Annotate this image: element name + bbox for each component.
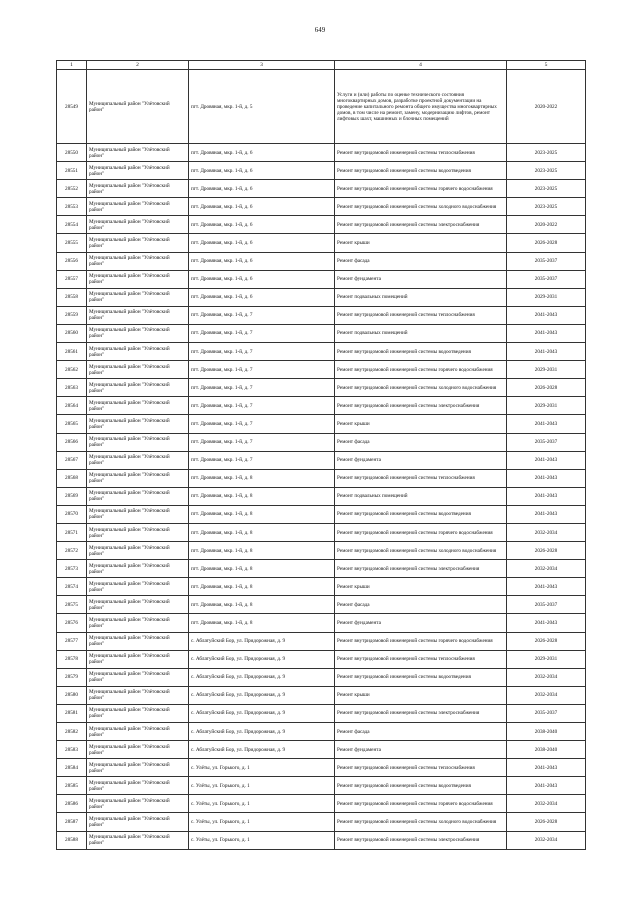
address: пгт. Дровяная, мкр. 1-й, д. 6 [189,216,335,234]
table-row [57,469,586,487]
municipality: Муниципальный район "Улётовский район" [87,795,189,813]
table-row [57,487,586,505]
table-row [57,288,586,306]
address: пгт. Дровяная, мкр. 1-й, д. 7 [189,379,335,397]
table-row [57,632,586,650]
period: 2041-2043 [507,487,586,505]
municipality: Муниципальный район "Улётовский район" [87,560,189,578]
row-number: 28570 [57,505,87,523]
table-row [57,542,586,560]
table-row [57,361,586,379]
table-row [57,216,586,234]
address: пгт. Дровяная, мкр. 1-й, д. 6 [189,288,335,306]
row-number: 28579 [57,668,87,686]
period: 2035-2037 [507,596,586,614]
period: 2020-2022 [507,70,586,144]
row-number: 28565 [57,415,87,433]
address: пгт. Дровяная, мкр. 1-й, д. 7 [189,415,335,433]
work-type: Ремонт внутридомовой инженерной системы электроснабжения [335,560,507,578]
col-header-5: 5 [507,61,586,70]
period: 2029-2031 [507,288,586,306]
table-row [57,70,586,144]
table-body [57,61,586,850]
period: 2020-2022 [507,216,586,234]
page-number: 649 [314,26,326,34]
period: 2032-2034 [507,795,586,813]
municipality: Муниципальный район "Улётовский район" [87,70,189,144]
address: пгт. Дровяная, мкр. 1-й, д. 8 [189,487,335,505]
table-row [57,560,586,578]
period: 2032-2034 [507,686,586,704]
period: 2041-2043 [507,343,586,361]
col-header-4: 4 [335,61,507,70]
address: с. Улёты, ул. Горького, д. 1 [189,831,335,849]
municipality: Муниципальный район "Улётовский район" [87,596,189,614]
address: пгт. Дровяная, мкр. 1-й, д. 6 [189,198,335,216]
work-type: Ремонт внутридомовой инженерной системы холодного водоснабжения [335,379,507,397]
work-type: Ремонт внутридомовой инженерной системы водоотведения [335,505,507,523]
period: 2035-2037 [507,704,586,722]
row-number: 28550 [57,144,87,162]
period: 2032-2034 [507,523,586,541]
municipality: Муниципальный район "Улётовский район" [87,324,189,342]
row-number: 28554 [57,216,87,234]
row-number: 28585 [57,777,87,795]
period: 2041-2043 [507,578,586,596]
period: 2032-2034 [507,560,586,578]
work-type: Ремонт крыши [335,686,507,704]
period: 2029-2031 [507,650,586,668]
table-row [57,741,586,759]
table-row [57,234,586,252]
municipality: Муниципальный район "Улётовский район" [87,632,189,650]
work-type: Ремонт внутридомовой инженерной системы водоотведения [335,668,507,686]
address: пгт. Дровяная, мкр. 1-й, д. 7 [189,433,335,451]
table-row [57,668,586,686]
municipality: Муниципальный район "Улётовский район" [87,216,189,234]
period: 2023-2025 [507,180,586,198]
work-type: Ремонт подвальных помещений [335,288,507,306]
address: с. Аблатуйский Бор, ул. Придорожная, д. 9 [189,632,335,650]
address: пгт. Дровяная, мкр. 1-й, д. 8 [189,523,335,541]
work-type: Ремонт внутридомовой инженерной системы электроснабжения [335,704,507,722]
municipality: Муниципальный район "Улётовский район" [87,523,189,541]
work-type: Ремонт крыши [335,234,507,252]
period: 2023-2025 [507,198,586,216]
address: пгт. Дровяная, мкр. 1-й, д. 7 [189,306,335,324]
period: 2038-2040 [507,741,586,759]
address: пгт. Дровяная, мкр. 1-й, д. 7 [189,343,335,361]
period: 2023-2025 [507,162,586,180]
work-type: Ремонт фасада [335,252,507,270]
address: с. Аблатуйский Бор, ул. Придорожная, д. 9 [189,704,335,722]
municipality: Муниципальный район "Улётовский район" [87,831,189,849]
period: 2026-2028 [507,234,586,252]
work-type: Ремонт внутридомовой инженерной системы горячего водоснабжения [335,523,507,541]
table-row [57,831,586,849]
municipality: Муниципальный район "Улётовский район" [87,741,189,759]
address: пгт. Дровяная, мкр. 1-й, д. 8 [189,578,335,596]
period: 2026-2028 [507,632,586,650]
address: с. Улёты, ул. Горького, д. 1 [189,777,335,795]
municipality: Муниципальный район "Улётовский район" [87,288,189,306]
municipality: Муниципальный район "Улётовский район" [87,397,189,415]
period: 2038-2040 [507,723,586,741]
address: пгт. Дровяная, мкр. 1-й, д. 8 [189,560,335,578]
work-type: Ремонт фундамента [335,741,507,759]
period: 2032-2034 [507,831,586,849]
address: пгт. Дровяная, мкр. 1-й, д. 6 [189,252,335,270]
period: 2035-2037 [507,270,586,288]
row-number: 28563 [57,379,87,397]
row-number: 28556 [57,252,87,270]
work-type: Ремонт крыши [335,415,507,433]
period: 2041-2043 [507,777,586,795]
work-type: Ремонт внутридомовой инженерной системы водоотведения [335,777,507,795]
municipality: Муниципальный район "Улётовский район" [87,270,189,288]
address: с. Улёты, ул. Горького, д. 1 [189,813,335,831]
row-number: 28588 [57,831,87,849]
row-number: 28576 [57,614,87,632]
row-number: 28580 [57,686,87,704]
address: пгт. Дровяная, мкр. 1-й, д. 8 [189,596,335,614]
table-row [57,397,586,415]
table-row [57,433,586,451]
table-row [57,723,586,741]
work-type: Ремонт подвальных помещений [335,324,507,342]
municipality: Муниципальный район "Улётовский район" [87,361,189,379]
period: 2041-2043 [507,505,586,523]
period: 2035-2037 [507,433,586,451]
work-type: Ремонт фундамента [335,451,507,469]
table-row [57,144,586,162]
address: пгт. Дровяная, мкр. 1-й, д. 6 [189,180,335,198]
period: 2023-2025 [507,144,586,162]
municipality: Муниципальный район "Улётовский район" [87,759,189,777]
work-type: Ремонт фундамента [335,614,507,632]
period: 2041-2043 [507,324,586,342]
table-row [57,451,586,469]
municipality: Муниципальный район "Улётовский район" [87,505,189,523]
work-type: Ремонт внутридомовой инженерной системы теплоснабжения [335,144,507,162]
work-type: Ремонт внутридомовой инженерной системы водоотведения [335,343,507,361]
col-header-2: 2 [87,61,189,70]
row-number: 28583 [57,741,87,759]
table-row [57,324,586,342]
work-type: Ремонт внутридомовой инженерной системы горячего водоснабжения [335,180,507,198]
table-row [57,306,586,324]
col-header-3: 3 [189,61,335,70]
period: 2041-2043 [507,469,586,487]
row-number: 28566 [57,433,87,451]
period: 2041-2043 [507,614,586,632]
municipality: Муниципальный район "Улётовский район" [87,306,189,324]
row-number: 28560 [57,324,87,342]
period: 2035-2037 [507,252,586,270]
municipality: Муниципальный район "Улётовский район" [87,180,189,198]
municipality: Муниципальный район "Улётовский район" [87,415,189,433]
municipality: Муниципальный район "Улётовский район" [87,144,189,162]
period: 2029-2031 [507,361,586,379]
address: пгт. Дровяная, мкр. 1-й, д. 6 [189,234,335,252]
municipality: Муниципальный район "Улётовский район" [87,198,189,216]
municipality: Муниципальный район "Улётовский район" [87,578,189,596]
row-number: 28578 [57,650,87,668]
municipality: Муниципальный район "Улётовский район" [87,469,189,487]
period: 2026-2028 [507,542,586,560]
municipality: Муниципальный район "Улётовский район" [87,451,189,469]
table-row [57,777,586,795]
row-number: 28584 [57,759,87,777]
table-row [57,813,586,831]
table-row [57,198,586,216]
work-type: Ремонт внутридомовой инженерной системы теплоснабжения [335,469,507,487]
row-number: 28568 [57,469,87,487]
work-type: Ремонт внутридомовой инженерной системы электроснабжения [335,397,507,415]
work-type: Ремонт подвальных помещений [335,487,507,505]
municipality: Муниципальный район "Улётовский район" [87,777,189,795]
row-number: 28559 [57,306,87,324]
table-row [57,704,586,722]
header-row [57,61,586,70]
address: с. Аблатуйский Бор, ул. Придорожная, д. 9 [189,650,335,668]
row-number: 28574 [57,578,87,596]
municipality: Муниципальный район "Улётовский район" [87,614,189,632]
capital-repair-table [56,60,586,850]
address: с. Улёты, ул. Горького, д. 1 [189,795,335,813]
row-number: 28564 [57,397,87,415]
row-number: 28555 [57,234,87,252]
row-number: 28571 [57,523,87,541]
work-type: Ремонт фасада [335,723,507,741]
address: пгт. Дровяная, мкр. 1-й, д. 8 [189,542,335,560]
row-number: 28587 [57,813,87,831]
municipality: Муниципальный район "Улётовский район" [87,343,189,361]
work-type: Ремонт фасада [335,433,507,451]
row-number: 28577 [57,632,87,650]
table-row [57,578,586,596]
municipality: Муниципальный район "Улётовский район" [87,234,189,252]
address: пгт. Дровяная, мкр. 1-й, д. 8 [189,469,335,487]
municipality: Муниципальный район "Улётовский район" [87,723,189,741]
table-row [57,523,586,541]
work-type: Ремонт крыши [335,578,507,596]
address: с. Аблатуйский Бор, ул. Придорожная, д. 9 [189,668,335,686]
address: с. Аблатуйский Бор, ул. Придорожная, д. 9 [189,686,335,704]
col-header-1: 1 [57,61,87,70]
municipality: Муниципальный район "Улётовский район" [87,704,189,722]
row-number: 28575 [57,596,87,614]
row-number: 28553 [57,198,87,216]
table-row [57,343,586,361]
address: пгт. Дровяная, мкр. 1-й, д. 6 [189,162,335,180]
municipality: Муниципальный район "Улётовский район" [87,162,189,180]
work-type: Ремонт внутридомовой инженерной системы теплоснабжения [335,306,507,324]
table-row [57,270,586,288]
address: пгт. Дровяная, мкр. 1-й, д. 6 [189,270,335,288]
table-row [57,162,586,180]
municipality: Муниципальный район "Улётовский район" [87,487,189,505]
address: пгт. Дровяная, мкр. 1-й, д. 7 [189,397,335,415]
work-type: Ремонт фундамента [335,270,507,288]
table-row [57,795,586,813]
row-number: 28551 [57,162,87,180]
address: пгт. Дровяная, мкр. 1-й, д. 7 [189,451,335,469]
work-type: Ремонт внутридомовой инженерной системы электроснабжения [335,216,507,234]
table-row [57,379,586,397]
period: 2029-2031 [507,397,586,415]
table-row [57,614,586,632]
row-number: 28562 [57,361,87,379]
row-number: 28586 [57,795,87,813]
municipality: Муниципальный район "Улётовский район" [87,252,189,270]
table-row [57,759,586,777]
row-number: 28569 [57,487,87,505]
address: пгт. Дровяная, мкр. 1-й, д. 8 [189,614,335,632]
work-type: Ремонт внутридомовой инженерной системы горячего водоснабжения [335,795,507,813]
municipality: Муниципальный район "Улётовский район" [87,813,189,831]
work-type: Ремонт внутридомовой инженерной системы горячего водоснабжения [335,361,507,379]
table-row [57,505,586,523]
table-row [57,596,586,614]
work-type: Ремонт внутридомовой инженерной системы теплоснабжения [335,650,507,668]
period: 2041-2043 [507,306,586,324]
work-type: Ремонт внутридомовой инженерной системы холодного водоснабжения [335,198,507,216]
address: пгт. Дровяная, мкр. 1-й, д. 6 [189,144,335,162]
municipality: Муниципальный район "Улётовский район" [87,686,189,704]
municipality: Муниципальный район "Улётовский район" [87,668,189,686]
period: 2041-2043 [507,415,586,433]
address: пгт. Дровяная, мкр. 1-й, д. 5 [189,70,335,144]
period: 2041-2043 [507,451,586,469]
period: 2041-2043 [507,759,586,777]
row-number: 28573 [57,560,87,578]
row-number: 28549 [57,70,87,144]
address: с. Аблатуйский Бор, ул. Придорожная, д. 9 [189,723,335,741]
period: 2032-2034 [507,668,586,686]
table-row [57,415,586,433]
work-type: Ремонт внутридомовой инженерной системы холодного водоснабжения [335,813,507,831]
address: пгт. Дровяная, мкр. 1-й, д. 7 [189,324,335,342]
row-number: 28558 [57,288,87,306]
row-number: 28557 [57,270,87,288]
period: 2026-2028 [507,813,586,831]
work-type: Ремонт внутридомовой инженерной системы горячего водоснабжения [335,632,507,650]
address: с. Улёты, ул. Горького, д. 1 [189,759,335,777]
municipality: Муниципальный район "Улётовский район" [87,379,189,397]
work-type: Ремонт внутридомовой инженерной системы электроснабжения [335,831,507,849]
row-number: 28572 [57,542,87,560]
table-row [57,650,586,668]
table-row [57,252,586,270]
address: пгт. Дровяная, мкр. 1-й, д. 7 [189,361,335,379]
row-number: 28581 [57,704,87,722]
address: пгт. Дровяная, мкр. 1-й, д. 8 [189,505,335,523]
work-type: Ремонт фасада [335,596,507,614]
address: с. Аблатуйский Бор, ул. Придорожная, д. 9 [189,741,335,759]
row-number: 28582 [57,723,87,741]
municipality: Муниципальный район "Улётовский район" [87,650,189,668]
work-type: Услуги и (или) работы по оценке технического состояния многоквартирных домов, разработке проектной документации на проведение капитального ремонта общего имущества многоквартирных домов, в том числе на ремонт, замену, модернизацию лифтов, ремонт лифтовых шахт, машинных и блочных помещений [335,70,507,144]
table-row [57,180,586,198]
work-type: Ремонт внутридомовой инженерной системы водоотведения [335,162,507,180]
work-type: Ремонт внутридомовой инженерной системы теплоснабжения [335,759,507,777]
period: 2026-2028 [507,379,586,397]
row-number: 28561 [57,343,87,361]
row-number: 28552 [57,180,87,198]
row-number: 28567 [57,451,87,469]
municipality: Муниципальный район "Улётовский район" [87,542,189,560]
table-row [57,686,586,704]
municipality: Муниципальный район "Улётовский район" [87,433,189,451]
work-type: Ремонт внутридомовой инженерной системы холодного водоснабжения [335,542,507,560]
